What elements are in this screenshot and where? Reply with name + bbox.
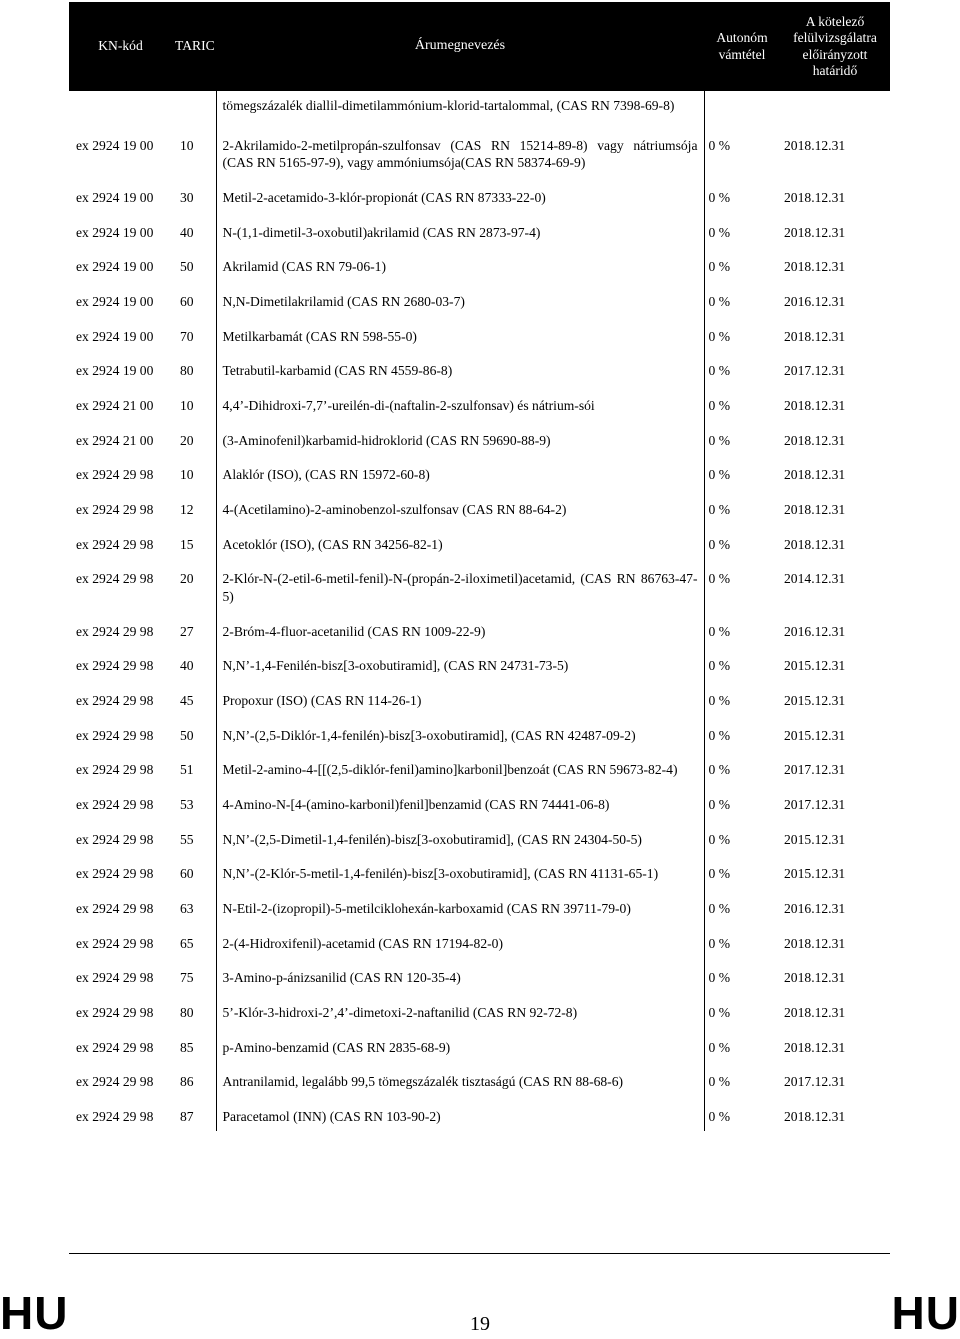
duty-rate-cell: 0 % [708,1039,731,1055]
kn-code-cell: ex 2924 19 00 [76,294,154,310]
duty-rate-cell: 0 % [708,623,731,639]
review-date-cell: 2015.12.31 [784,727,846,743]
taric-code-cell: 63 [180,901,194,917]
duty-rate-cell: 0 % [708,137,731,153]
table-row [69,454,890,489]
table-row [69,316,890,351]
taric-code-cell: 50 [180,259,194,275]
table-bottom-border [69,1253,890,1254]
taric-code-cell: 75 [180,970,194,986]
duty-rate-cell: 0 % [708,727,731,743]
description-cell: N,N’-(2,5-Dimetil-1,4-fenilén)-bisz[3-oxobutiramid], (CAS RN 24304-50-5) [216,819,704,854]
header-name: Árumegnevezés [216,2,704,91]
table-row [69,853,890,888]
kn-code-cell: ex 2924 29 98 [76,797,154,813]
description-cell: N,N-Dimetilakrilamid (CAS RN 2680-03-7) [216,281,704,316]
taric-code-cell: 10 [180,398,194,414]
taric-code-cell: 80 [180,363,194,379]
taric-code-cell: 12 [180,502,194,518]
description-cell: Metil-2-acetamido-3-klór-propionát (CAS RN 87333-22-0) [216,177,704,212]
taric-code-cell: 60 [180,294,194,310]
taric-code-cell: 87 [180,1109,194,1125]
description-cell: Alaklór (ISO), (CAS RN 15972-60-8) [216,454,704,489]
description-cell: 4,4’-Dihidroxi-7,7’-ureilén-di-(naftalin-2-szulfonsav) és nátrium-sói [216,385,704,420]
table-row [69,611,890,646]
taric-code-cell: 10 [180,467,194,483]
taric-code-cell: 53 [180,797,194,813]
description-cell: Propoxur (ISO) (CAS RN 114-26-1) [216,680,704,715]
review-date-cell: 2018.12.31 [784,1005,846,1021]
description-cell: 2-(4-Hidroxifenil)-acetamid (CAS RN 17194-82-0) [216,923,704,958]
duty-rate-cell: 0 % [708,502,731,518]
table-row [69,558,890,610]
kn-code-cell: ex 2924 29 98 [76,1005,154,1021]
duty-rate-cell: 0 % [708,398,731,414]
review-date-cell: 2015.12.31 [784,658,846,674]
table-row [69,489,890,524]
kn-code-cell: ex 2924 29 98 [76,831,154,847]
duty-rate-cell: 0 % [708,797,731,813]
kn-code-cell: ex 2924 29 98 [76,1109,154,1125]
taric-code-cell: 50 [180,727,194,743]
table-row [69,749,890,784]
taric-code-cell: 65 [180,935,194,951]
header-rate: Autonóm vámtétel [704,2,780,91]
review-date-cell: 2018.12.31 [784,137,846,153]
taric-code-cell: 15 [180,536,194,552]
kn-code-cell: ex 2924 29 98 [76,1074,154,1090]
table-row [69,1096,890,1131]
table-row [69,1061,890,1096]
taric-code-cell: 70 [180,328,194,344]
review-date-cell: 2018.12.31 [784,1109,846,1125]
description-cell: p-Amino-benzamid (CAS RN 2835-68-9) [216,1027,704,1062]
kn-code-cell: ex 2924 19 00 [76,224,154,240]
duty-rate-cell: 0 % [708,970,731,986]
taric-code-cell: 10 [180,137,194,153]
table-body [69,91,890,1131]
kn-code-cell: ex 2924 29 98 [76,502,154,518]
kn-code-cell: ex 2924 29 98 [76,866,154,882]
duty-rate-cell: 0 % [708,762,731,778]
review-date-cell: 2018.12.31 [784,224,846,240]
review-date-cell: 2017.12.31 [784,1074,846,1090]
taric-code-cell: 80 [180,1005,194,1021]
description-cell: 2-Akrilamido-2-metilpropán-szulfonsav (CAS RN 15214-89-8) vagy nátriumsója (CAS RN 5165-97-9), vagy ammóniumsója(CAS RN 58374-69-9) [216,125,704,177]
kn-code-cell: ex 2924 19 00 [76,137,154,153]
kn-code-cell: ex 2924 29 98 [76,693,154,709]
duty-rate-cell: 0 % [708,432,731,448]
taric-code-cell: 30 [180,190,194,206]
table-row [69,645,890,680]
review-date-cell: 2018.12.31 [784,432,846,448]
description-cell: N,N’-(2-Klór-5-metil-1,4-fenilén)-bisz[3-oxobutiramid], (CAS RN 41131-65-1) [216,853,704,888]
table-row [69,246,890,281]
duty-rate-cell: 0 % [708,363,731,379]
table-row [69,420,890,455]
table-row [69,385,890,420]
review-date-cell: 2017.12.31 [784,797,846,813]
kn-code-cell: ex 2924 29 98 [76,727,154,743]
review-date-cell: 2016.12.31 [784,623,846,639]
duty-rate-cell: 0 % [708,693,731,709]
kn-code-cell: ex 2924 19 00 [76,190,154,206]
table-row [69,784,890,819]
taric-code-cell: 51 [180,762,194,778]
description-cell: N,N’-1,4-Fenilén-bisz[3-oxobutiramid], (CAS RN 24731-73-5) [216,645,704,680]
table-row [69,992,890,1027]
duty-rate-cell: 0 % [708,901,731,917]
description-cell: 3-Amino-p-ánizsanilid (CAS RN 120-35-4) [216,957,704,992]
duty-rate-cell: 0 % [708,536,731,552]
kn-code-cell: ex 2924 19 00 [76,363,154,379]
review-date-cell: 2016.12.31 [784,294,846,310]
kn-code-cell: ex 2924 29 98 [76,467,154,483]
duty-rate-cell: 0 % [708,328,731,344]
taric-code-cell: 20 [180,432,194,448]
kn-code-cell: ex 2924 29 98 [76,571,154,587]
header-kn: KN-kód [69,2,172,91]
description-cell: N-(1,1-dimetil-3-oxobutil)akrilamid (CAS RN 2873-97-4) [216,212,704,247]
taric-code-cell: 86 [180,1074,194,1090]
table-row [69,715,890,750]
review-date-cell: 2014.12.31 [784,571,846,587]
table-row [69,281,890,316]
table-header-row [69,2,890,91]
duty-rate-cell: 0 % [708,224,731,240]
table-row [69,888,890,923]
page-number: 19 [470,1313,490,1335]
description-cell: Metilkarbamát (CAS RN 598-55-0) [216,316,704,351]
kn-code-cell: ex 2924 29 98 [76,901,154,917]
review-date-cell: 2018.12.31 [784,970,846,986]
table-row [69,1027,890,1062]
table-row [69,350,890,385]
duty-rate-cell: 0 % [708,467,731,483]
review-date-cell: 2015.12.31 [784,831,846,847]
table-row [69,923,890,958]
kn-code-cell: ex 2924 29 98 [76,623,154,639]
review-date-cell: 2015.12.31 [784,693,846,709]
duty-rate-cell: 0 % [708,831,731,847]
table-row [69,680,890,715]
duty-rate-cell: 0 % [708,1074,731,1090]
taric-code-cell: 27 [180,623,194,639]
language-mark-right: HU [891,1287,960,1339]
review-date-cell: 2015.12.31 [784,866,846,882]
taric-code-cell: 20 [180,571,194,587]
description-cell: Metil-2-amino-4-[[(2,5-diklór-fenil)amino]karbonil]benzoát (CAS RN 59673-82-4) [216,749,704,784]
table-row [69,125,890,177]
review-date-cell: 2018.12.31 [784,467,846,483]
duty-rate-cell: 0 % [708,1005,731,1021]
taric-code-cell: 40 [180,658,194,674]
table-row [69,957,890,992]
description-cell: Akrilamid (CAS RN 79-06-1) [216,246,704,281]
kn-code-cell: ex 2924 21 00 [76,398,154,414]
description-cell: 4-(Acetilamino)-2-aminobenzol-szulfonsav (CAS RN 88-64-2) [216,489,704,524]
duty-rate-cell: 0 % [708,190,731,206]
description-cell: N,N’-(2,5-Diklór-1,4-fenilén)-bisz[3-oxobutiramid], (CAS RN 42487-09-2) [216,715,704,750]
duty-rate-cell: 0 % [708,259,731,275]
review-date-cell: 2016.12.31 [784,901,846,917]
duty-rate-cell: 0 % [708,294,731,310]
table-row [69,177,890,212]
description-cell: 2-Klór-N-(2-etil-6-metil-fenil)-N-(propán-2-iloximetil)acetamid, (CAS RN 86763-47-5) [216,558,704,610]
duty-rate-cell: 0 % [708,658,731,674]
review-date-cell: 2018.12.31 [784,328,846,344]
description-cell: Tetrabutil-karbamid (CAS RN 4559-86-8) [216,350,704,385]
description-cell: 4-Amino-N-[4-(amino-karbonil)fenil]benzamid (CAS RN 74441-06-8) [216,784,704,819]
review-date-cell: 2018.12.31 [784,502,846,518]
description-cell: Antranilamid, legalább 99,5 tömegszázalék tisztaságú (CAS RN 88-68-6) [216,1061,704,1096]
review-date-cell: 2018.12.31 [784,398,846,414]
taric-code-cell: 55 [180,831,194,847]
duty-rate-cell: 0 % [708,935,731,951]
taric-code-cell: 85 [180,1039,194,1055]
language-mark-left: HU [0,1287,69,1339]
review-date-cell: 2018.12.31 [784,1039,846,1055]
table-row [69,819,890,854]
kn-code-cell: ex 2924 29 98 [76,762,154,778]
kn-code-cell: ex 2924 29 98 [76,935,154,951]
description-cell: (3-Aminofenil)karbamid-hidroklorid (CAS RN 59690-88-9) [216,420,704,455]
kn-code-cell: ex 2924 29 98 [76,536,154,552]
taric-code-cell: 60 [180,866,194,882]
description-cell: Acetoklór (ISO), (CAS RN 34256-82-1) [216,524,704,559]
kn-code-cell: ex 2924 29 98 [76,970,154,986]
kn-code-cell: ex 2924 19 00 [76,328,154,344]
review-date-cell: 2018.12.31 [784,536,846,552]
duty-rate-cell: 0 % [708,1109,731,1125]
taric-code-cell: 40 [180,224,194,240]
description-cell: Paracetamol (INN) (CAS RN 103-90-2) [216,1096,704,1131]
tariff-table [69,2,890,1131]
continuation-text: tömegszázalék diallil-dimetilammónium-klorid-tartalommal, (CAS RN 7398-69-8) [216,91,704,125]
kn-code-cell: ex 2924 21 00 [76,432,154,448]
table-row [69,212,890,247]
description-cell: N-Etil-2-(izopropil)-5-metilciklohexán-karboxamid (CAS RN 39711-79-0) [216,888,704,923]
review-date-cell: 2017.12.31 [784,363,846,379]
kn-code-cell: ex 2924 29 98 [76,1039,154,1055]
description-cell: 5’-Klór-3-hidroxi-2’,4’-dimetoxi-2-naftanilid (CAS RN 92-72-8) [216,992,704,1027]
review-date-cell: 2017.12.31 [784,762,846,778]
review-date-cell: 2018.12.31 [784,190,846,206]
table-row [69,524,890,559]
continuation-row [69,91,890,125]
taric-code-cell: 45 [180,693,194,709]
description-cell: 2-Bróm-4-fluor-acetanilid (CAS RN 1009-22-9) [216,611,704,646]
header-review: A kötelező felülvizsgálatra előirányzott határidő [780,2,890,91]
review-date-cell: 2018.12.31 [784,259,846,275]
duty-rate-cell: 0 % [708,866,731,882]
header-taric: TARIC [172,2,216,91]
review-date-cell: 2018.12.31 [784,935,846,951]
duty-rate-cell: 0 % [708,571,731,587]
kn-code-cell: ex 2924 29 98 [76,658,154,674]
kn-code-cell: ex 2924 19 00 [76,259,154,275]
